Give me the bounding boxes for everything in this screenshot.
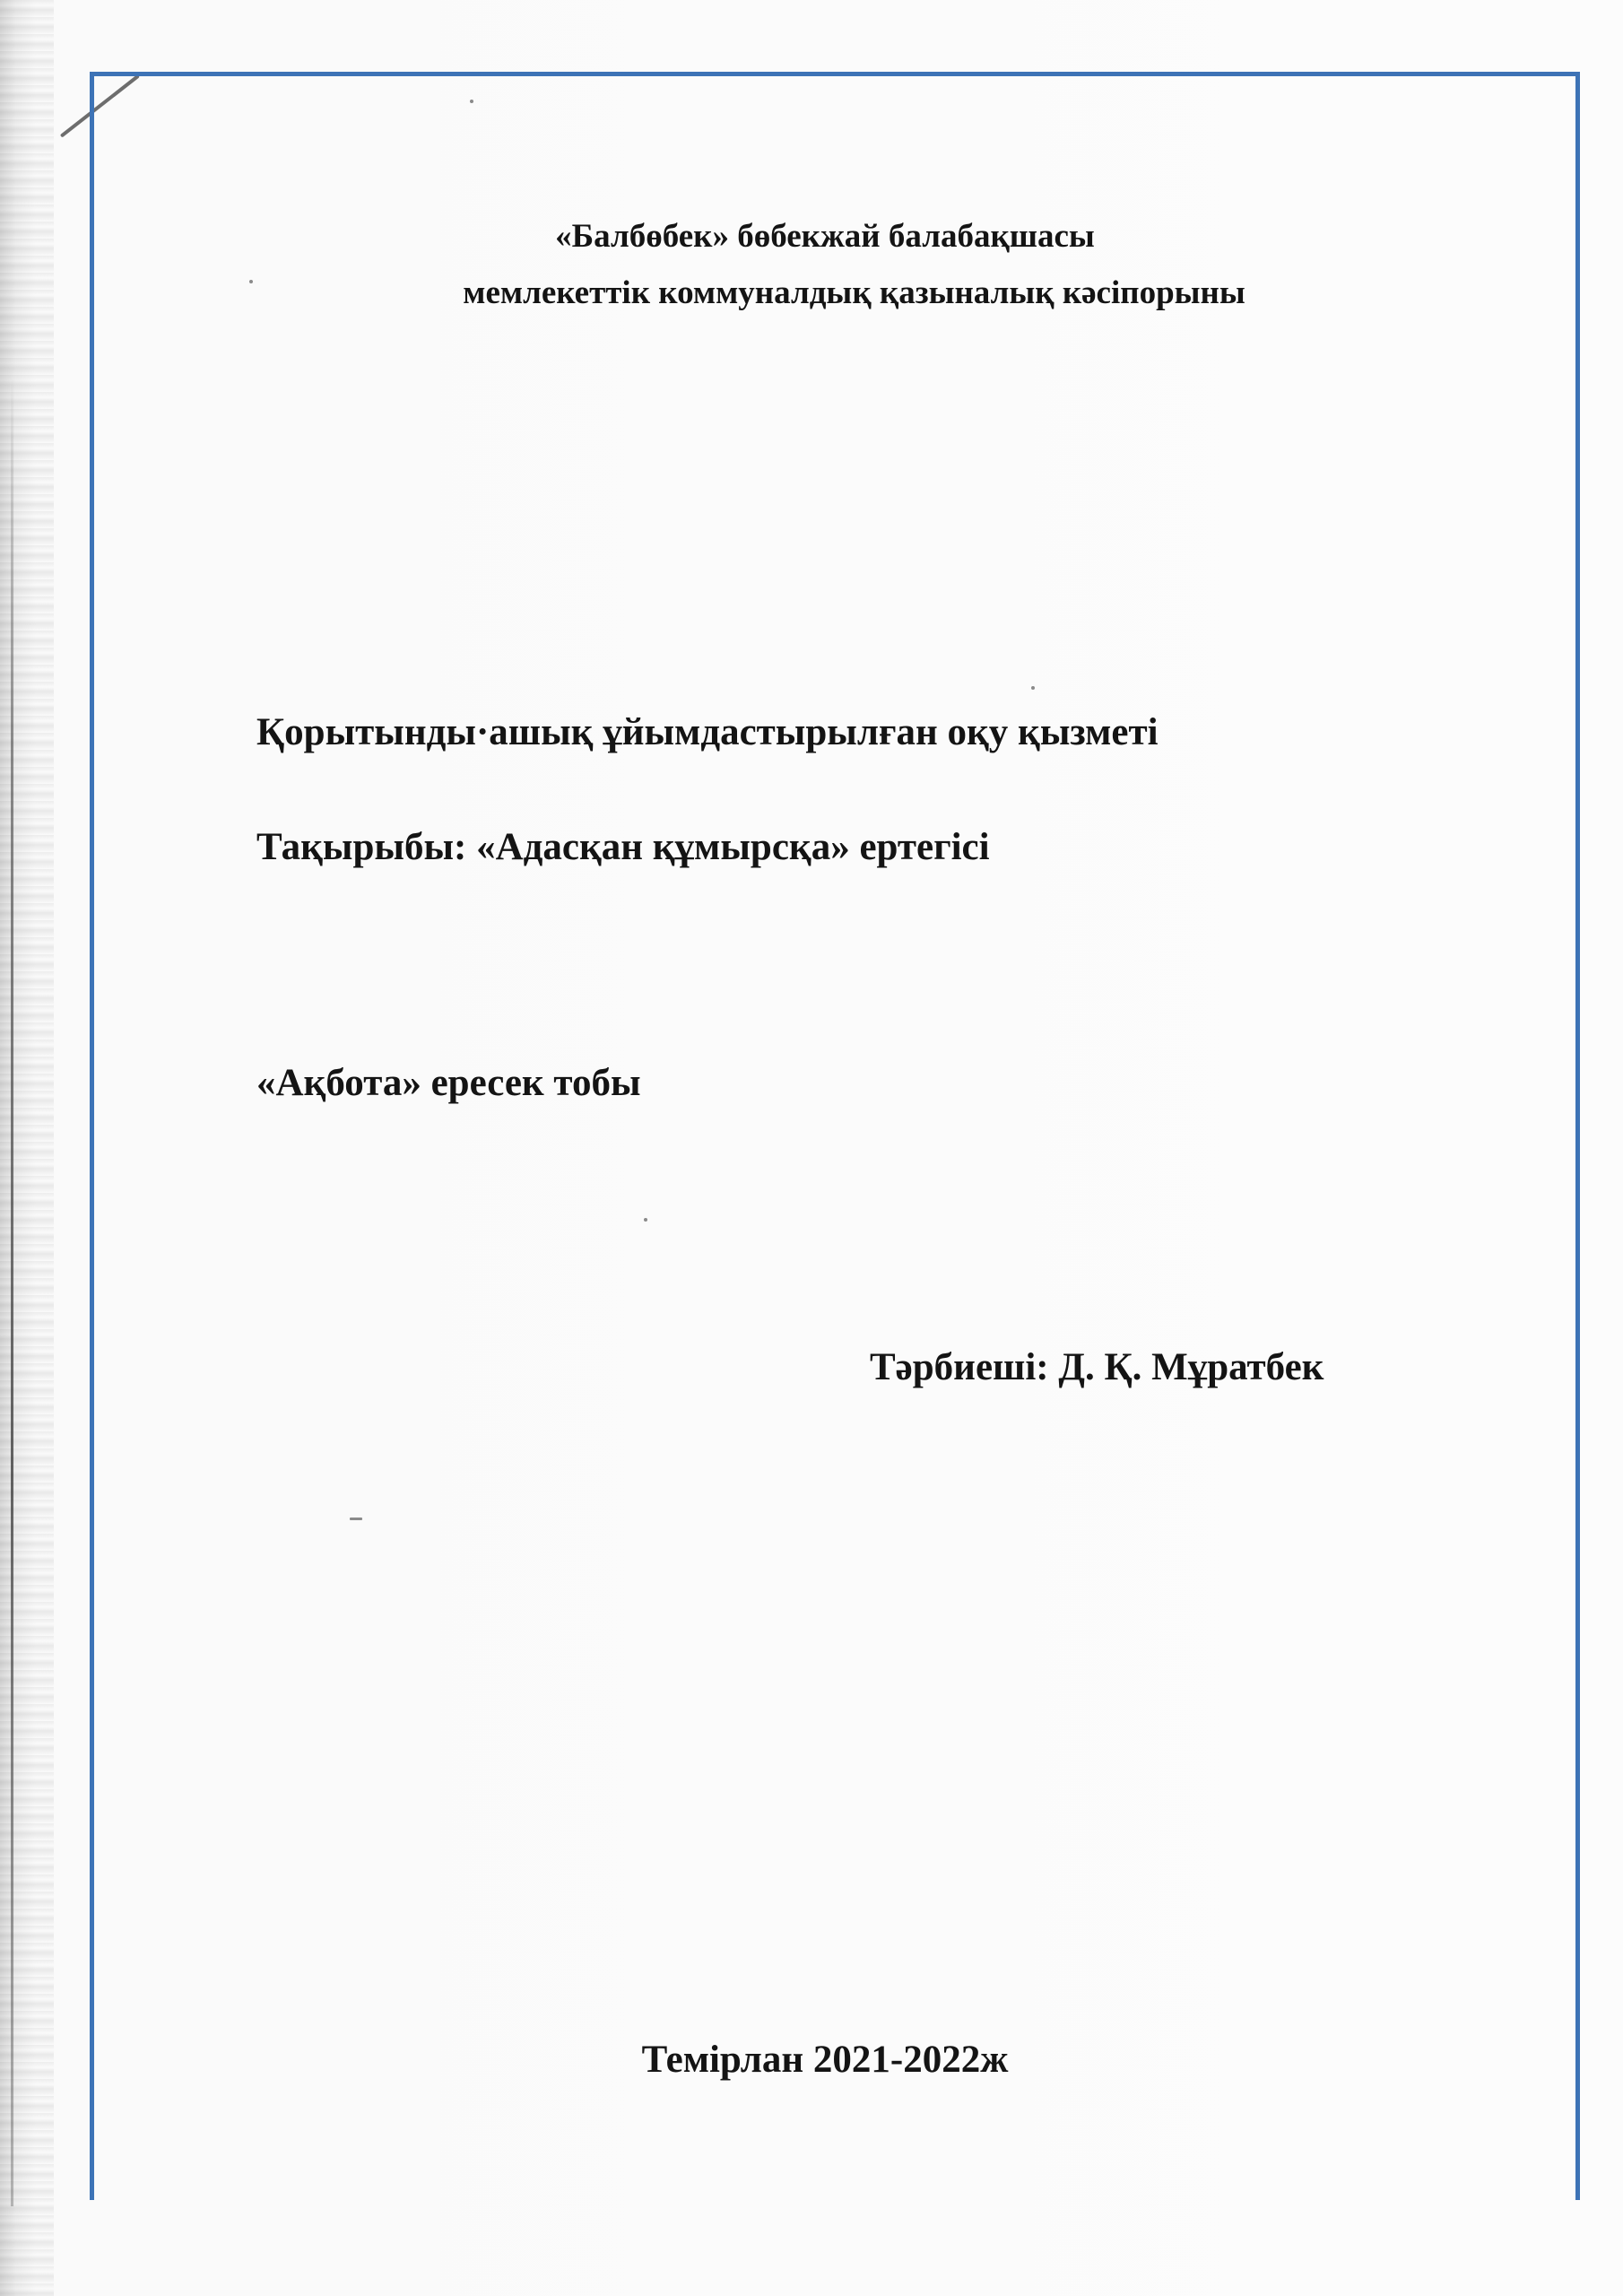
- page-border-frame: [90, 72, 1580, 2200]
- lesson-title: Қорытынды·ашық ұйымдастырылған оқу қызметі: [256, 711, 1159, 753]
- group-name: «Ақбота» ересек тобы: [256, 1062, 641, 1104]
- lesson-topic: Тақырыбы: «Адасқан құмырсқа» ертегісі: [256, 826, 990, 868]
- teacher-name: Тәрбиеші: Д. Қ. Мұратбек: [870, 1346, 1324, 1388]
- scan-shadow-edge: [0, 0, 54, 2296]
- organization-name-line-2: мемлекеттік коммуналдық қазыналық кәсіпорыны: [463, 274, 1245, 311]
- footer-city-year: Темірлан 2021-2022ж: [641, 2039, 1009, 2081]
- scan-edge-line: [11, 377, 13, 2206]
- organization-name-line-1: «Балбөбек» бөбекжай балабақшасы: [555, 218, 1095, 255]
